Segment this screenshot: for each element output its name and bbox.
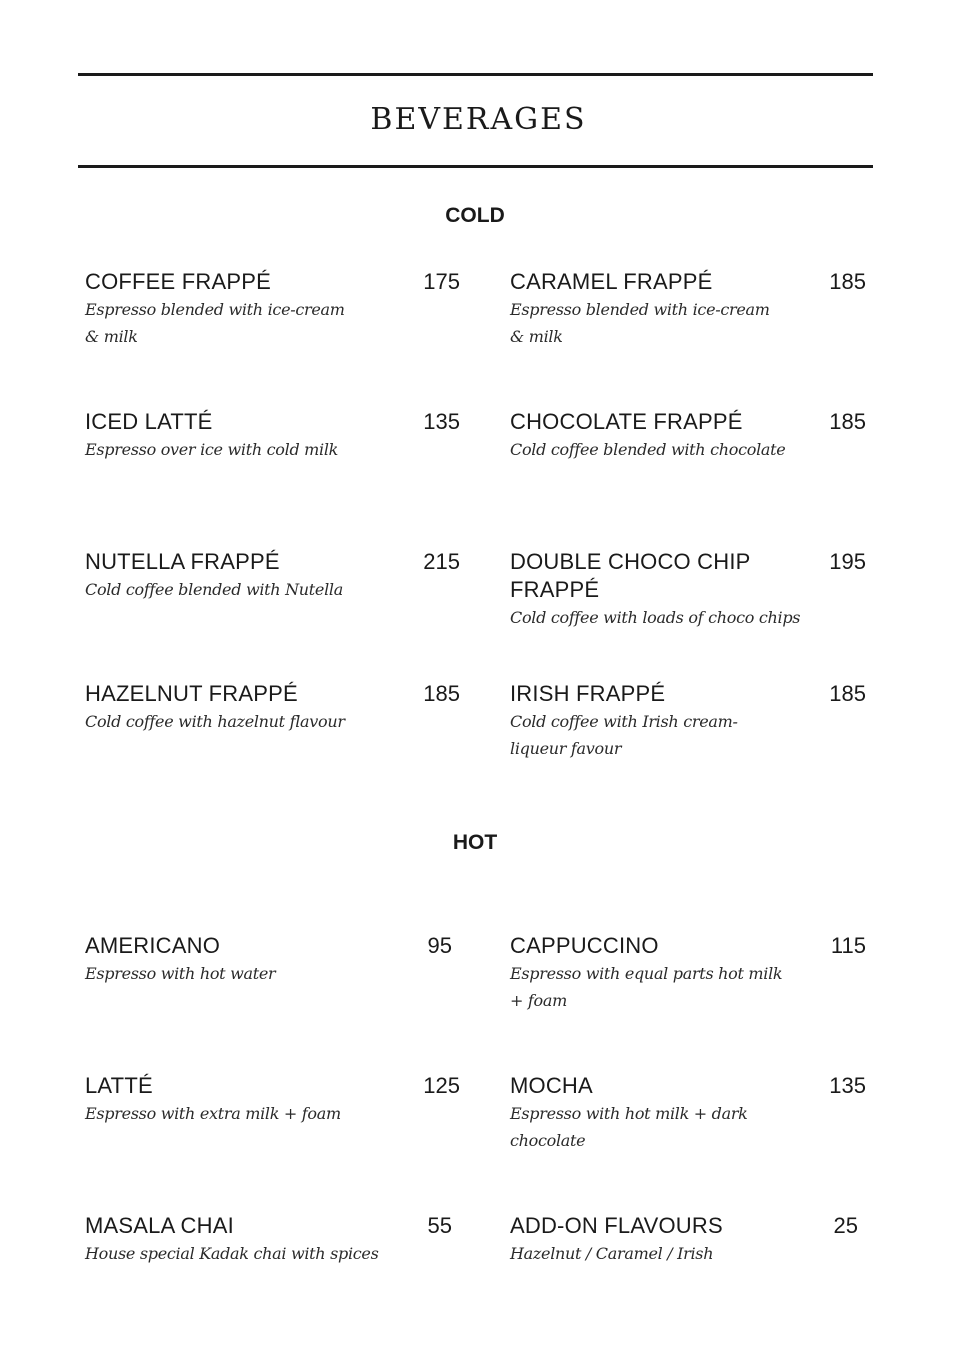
item-name: HAZELNUT FRAPPÉ <box>85 681 298 706</box>
item-name: LATTÉ <box>85 1073 153 1098</box>
item-price: 135 <box>423 409 460 434</box>
menu-item-chocolate-frappe <box>510 408 866 463</box>
item-description: Espresso blended with ice-cream & milk <box>510 300 770 346</box>
item-name: MASALA CHAI <box>85 1213 234 1238</box>
item-description: Espresso with equal parts hot milk + foam <box>510 964 783 1010</box>
menu-item-coffee-frappe <box>85 268 460 350</box>
item-description: Espresso over ice with cold milk <box>85 440 339 459</box>
menu-item-add-on-flavours <box>510 1212 866 1267</box>
item-description: Cold coffee with hazelnut flavour <box>85 712 345 731</box>
item-name: ICED LATTÉ <box>85 409 213 434</box>
item-name: DOUBLE CHOCO CHIP FRAPPÉ <box>510 549 751 602</box>
item-name: IRISH FRAPPÉ <box>510 681 666 706</box>
item-description: Espresso with extra milk + foam <box>85 1104 341 1123</box>
menu-item-iced-latte <box>85 408 460 463</box>
item-price: 185 <box>829 681 866 706</box>
item-price: 185 <box>829 269 866 294</box>
item-price: 135 <box>829 1073 866 1098</box>
item-description: Cold coffee with loads of choco chips <box>510 608 801 627</box>
menu-item-nutella-frappe <box>85 548 460 603</box>
item-description: House special Kadak chai with spices <box>85 1244 379 1263</box>
item-description: Cold coffee blended with chocolate <box>510 440 786 459</box>
section-heading-cold: COLD <box>445 204 505 227</box>
item-name: CARAMEL FRAPPÉ <box>510 269 713 294</box>
item-price: 125 <box>423 1073 460 1098</box>
item-price: 95 <box>427 933 452 958</box>
item-description: Espresso blended with ice-cream & milk <box>85 300 345 346</box>
item-price: 55 <box>427 1213 452 1238</box>
menu-item-americano <box>85 932 460 987</box>
item-name: CHOCOLATE FRAPPÉ <box>510 409 743 434</box>
item-price: 195 <box>829 549 866 574</box>
item-price: 215 <box>423 549 460 574</box>
item-name: NUTELLA FRAPPÉ <box>85 549 280 574</box>
title-divider <box>78 165 873 168</box>
item-name: CAPPUCCINO <box>510 933 659 958</box>
item-name: ADD-ON FLAVOURS <box>510 1213 723 1238</box>
menu-item-double-choco-chip-frappe <box>510 548 866 631</box>
item-name: COFFEE FRAPPÉ <box>85 269 271 294</box>
item-name: MOCHA <box>510 1073 593 1098</box>
menu-item-irish-frappe <box>510 680 866 762</box>
item-description: Espresso with hot water <box>85 964 276 983</box>
item-description: Cold coffee blended with Nutella <box>85 580 343 599</box>
item-price: 25 <box>833 1213 858 1238</box>
top-divider <box>78 73 873 76</box>
item-name: AMERICANO <box>85 933 221 958</box>
menu-item-cappuccino <box>510 932 866 1014</box>
menu-item-latte <box>85 1072 460 1127</box>
section-heading-hot: HOT <box>452 831 498 854</box>
item-price: 185 <box>423 681 460 706</box>
menu-item-masala-chai <box>85 1212 460 1267</box>
menu-item-hazelnut-frappe <box>85 680 460 735</box>
item-description: Cold coffee with Irish cream-liqueur favour <box>510 712 738 758</box>
menu-item-mocha <box>510 1072 866 1154</box>
page-title: BEVERAGES <box>370 102 587 137</box>
menu-item-caramel-frappe <box>510 268 866 350</box>
item-description: Espresso with hot milk + dark chocolate <box>510 1104 748 1150</box>
item-price: 175 <box>423 269 460 294</box>
item-description: Hazelnut / Caramel / Irish <box>510 1244 714 1263</box>
item-price: 185 <box>829 409 866 434</box>
item-price: 115 <box>830 933 866 958</box>
